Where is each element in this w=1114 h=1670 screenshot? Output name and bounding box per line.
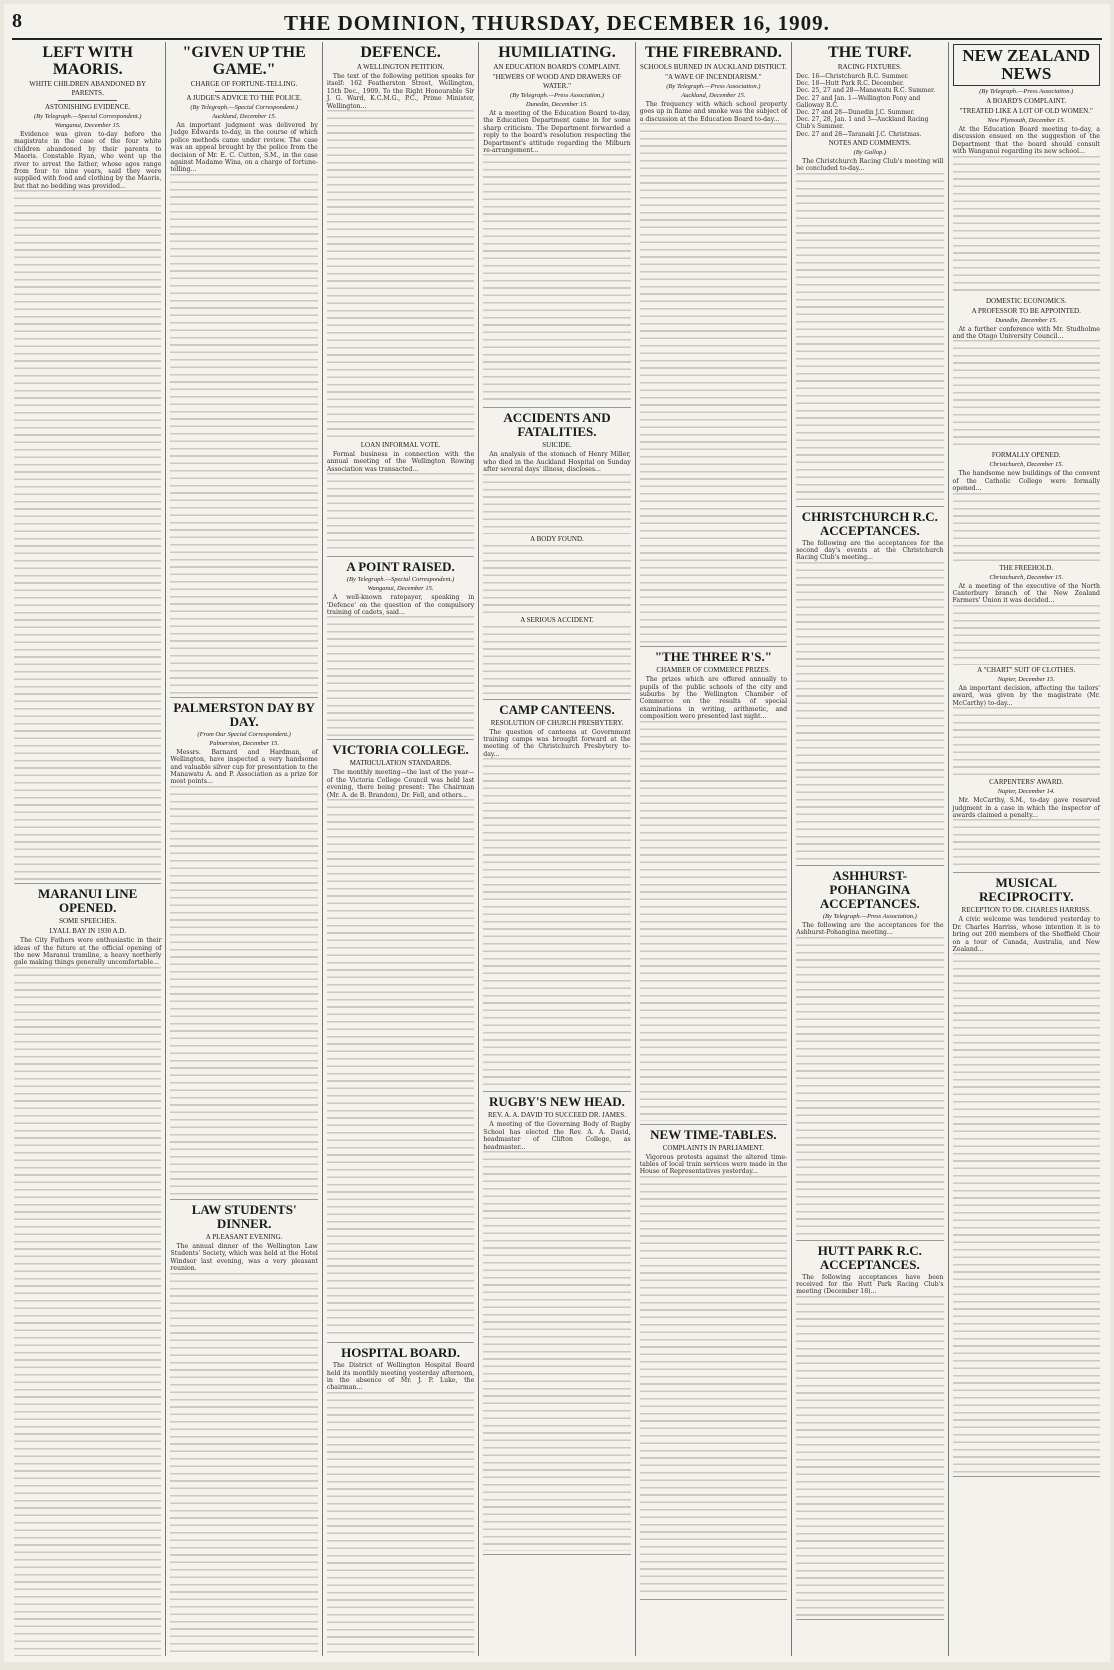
fixture-line: Dec. 27 and Jan. 1—Wellington Pony and Galloway R.C. [796,94,921,109]
article-humiliating [483,44,630,408]
headline: NEW TIME-TABLES. [650,1126,777,1142]
dateline: (From Our Special Correspondent.) [197,730,291,738]
place-date: New Plymouth, December 15. [987,117,1066,124]
headline: CHRISTCHURCH R.C. ACCEPTANCES. [801,508,938,538]
article-body: Mr. McCarthy, S.M., to-day gave reserved judgment in a case in which the inspector of awards claimed a penalty... [952,797,1100,819]
headline: PALMERSTON DAY BY DAY. [173,699,315,729]
article-musical-reciprocity [953,876,1100,1477]
text-block [953,156,1100,296]
headline: NEW ZEALAND NEWS [953,44,1100,86]
column-2 [166,42,322,1656]
place-date: Christchurch, December 15. [989,461,1064,469]
deck: A BOARD'S COMPLAINT. [986,97,1067,105]
article-christchurch-acceptances [796,510,943,866]
article-body: A meeting of the Governing Body of Rugby School has elected the Rev. A. A. David, headmaster of Clifton College, as headmaster... [483,1121,631,1151]
headline: A POINT RAISED. [346,559,455,575]
article-body: The City Fathers were enthusiastic in their ideas of the future at the official opening of the new Maranui tramline, a heavy northerly gale making things generally uncomfortable... [14,937,162,967]
text-block [327,616,474,736]
text-block [483,545,630,615]
text-block [483,154,630,404]
article-accidents-fatalities [483,411,630,699]
article-body: At a meeting of the executive of the North Canterbury branch of the New Zealand Farmers' Union it was decided... [952,582,1100,605]
text-block [170,1273,317,1657]
deck: COMPLAINTS IN PARLIAMENT. [662,1143,765,1152]
text-block [953,819,1100,869]
article-hutt-park-acceptances [796,1244,943,1620]
deck: A WELLINGTON PETITION. [356,63,445,71]
headline: "THE THREE R'S." [654,649,772,665]
deck: "HEWERS OF WOOD AND DRAWERS OF WATER." [492,73,622,90]
article-body: An analysis of the stomach of Henry Miller, who died in the Auckland Hospital on Sunday after several days' illness, discloses... [483,451,631,474]
fixture-line: Dec. 27 and 28—Taranaki J.C. Christmas. [796,130,922,138]
deck: A BODY FOUND. [530,534,584,543]
headline: THE FIREBRAND. [644,44,782,61]
headline: CAMP CANTEENS. [499,701,615,717]
article-the-firebrand [640,44,787,647]
dateline: (By Telegraph.—Press Association.) [666,83,761,90]
headline: ACCIDENTS AND FATALITIES. [503,410,611,440]
article-body: The annual dinner of the Wellington Law Students' Society, which was held at the Hotel Windsor last evening, was a very pleasant reunion. [170,1242,318,1273]
article-body: The following are the acceptances for the second day's events at the Christchurch Racing Club's meeting... [796,539,944,562]
deck: WHITE CHILDREN ABANDONED BY PARENTS. [29,80,147,97]
text-block [483,626,630,696]
text-block [327,110,474,440]
deck: FORMALLY OPENED. [991,451,1061,460]
deck: CARPENTERS' AWARD. [989,778,1064,787]
page-number: 8 [12,10,22,32]
article-body: The prizes which are offered annually to pupils of the public schools of the city and suburbs by the Wellington Chamber of Commerce on the results of special examinations in writing, arithmetic, and composition were presented last night... [639,676,788,721]
article-three-rs [640,650,787,1124]
headline: MUSICAL RECIPROCITY. [978,875,1074,905]
article-defence [327,44,474,557]
article-body: A civic welcome was tendered yesterday to Dr. Charles Harriss, whose intention it is to bring out 200 members of the Sheffield Choir on a tour of Canada, Australia, and New Zealand... [952,916,1100,953]
deck: A JUDGE'S ADVICE TO THE POLICE. [186,94,302,102]
headline: HUTT PARK R.C. ACCEPTANCES. [817,1242,922,1272]
deck: ASTONISHING EVIDENCE. [45,103,131,111]
dateline: (By Telegraph.—Press Association.) [979,88,1074,95]
headline: MARANUI LINE OPENED. [38,886,138,916]
article-body: Messrs. Barnard and Hardman, of Wellington, have inspected a very handsome and valuable silver cup for presentation to the Manawatu A. and P. Association as a prize for most points... [170,748,318,786]
deck: SUICIDE. [542,441,572,450]
fixture-line: Dec. 16—Christchurch R.C. Summer. [796,73,909,80]
column-6 [792,42,948,1656]
article-ashhurst-acceptances [796,869,943,1241]
article-body: The District of Wellington Hospital Board held its monthly meeting yesterday afternoon, in the absence of Mr. J. P. Luke, the chairman... [326,1362,475,1392]
text-block [796,1296,943,1616]
place-date: Dunedin, December 15. [525,101,589,108]
article-new-zealand-news [953,44,1100,873]
article-new-time-tables [640,1128,787,1600]
text-block [796,562,943,862]
text-block [953,707,1100,777]
deck: LOAN INFORMAL VOTE. [360,441,441,450]
article-body: An important decision, affecting the tailors' award, was given by the magistrate (Mr. McCarthy) to-day... [952,684,1100,707]
deck: A PLEASANT EVENING. [205,1232,283,1241]
deck: SOME SPEECHES. [59,917,117,926]
article-the-turf [796,44,943,507]
deck: "TREATED LIKE A LOT OF OLD WOMEN." [959,107,1093,115]
text-block [14,967,161,1656]
article-body: The following acceptances have been received for the Hutt Park Racing Club's meeting (December 18)... [796,1273,944,1296]
place-date: Dunedin, December 15. [995,316,1058,324]
newspaper-title: THE DOMINION, THURSDAY, DECEMBER 16, 1909. [284,11,830,35]
article-body: Evidence was given to-day before the magistrate in the case of the four white children abandoned by their parents to Maoris. Constable Ryan, who went up the river to arrest the father, whose ages range from four to nine years, said they were supplied with food and clothing by the Maoris, but that no bedding was provided... [14,131,162,190]
place-date: Auckland, December 15. [212,113,277,120]
deck: SCHOOLS BURNED IN AUCKLAND DISTRICT. [640,63,787,71]
text-block [170,174,317,694]
article-body: At a meeting of the Education Board to-day, the Education Department came in for some sharp criticism. The Department forwarded a reply to the board's resolution respecting the Department's attitude regarding the Milburn re-arrangement... [483,110,631,155]
deck: MATRICULATION STANDARDS. [349,759,452,768]
article-camp-canteens [483,703,630,1093]
dateline: (By Telegraph.—Special Correspondent.) [190,104,298,111]
fixture-line: Dec. 25, 27 and 28—Manawatu R.C. Summer. [796,87,936,95]
text-block [953,493,1100,563]
article-given-up-the-game [170,44,317,698]
article-body: An important judgment was delivered by Judge Edwards to-day, in the course of which police methods came under review. The case was an appeal brought by the police from the decision of Mr. E. C. Cutten, S.M., in the case against Madame Wina, on a charge of fortune-telling... [170,122,318,174]
column-7 [949,42,1104,1656]
dateline: (By Telegraph.—Press Association.) [822,912,917,920]
text-block [953,340,1100,450]
dateline: (By Telegraph.—Press Association.) [509,92,604,99]
place-date: Palmerston, December 15. [209,739,279,747]
text-block [796,937,943,1237]
headline: HUMILIATING. [498,44,616,61]
deck: LYALL BAY IN 1930 A.D. [49,927,127,936]
dateline: (By Telegraph.—Special Correspondent.) [346,576,455,584]
article-a-point-raised [327,560,474,740]
headline: THE TURF. [828,44,912,61]
article-body: At a further conference with Mr. Studholme and the Otago University Council... [952,325,1100,341]
article-body: The question of canteens at Government training camps was brought forward at the meeting of the Christchurch Presbytery to-day... [483,728,631,758]
place-date: Auckland, December 15. [681,92,746,99]
article-body: Formal business in connection with the annual meeting of the Wellington Rowing Association was transacted... [326,451,475,473]
article-rugbys-new-head [483,1095,630,1555]
text-block [327,799,474,1339]
deck: A PROFESSOR TO BE APPOINTED. [971,306,1081,315]
article-body: The frequency with which school property goes up in flame and smoke was the subject of a discussion at the Education Board to-day... [639,101,788,123]
fixture-line: Dec. 18—Hutt Park R.C. December. [796,80,904,88]
article-maranui-line [14,887,161,1656]
place-date: Wanganui, December 15. [54,122,121,129]
newspaper-page [4,4,1110,1662]
dateline: (By Telegraph.—Special Correspondent.) [33,113,142,120]
text-block [483,1151,630,1551]
text-block [14,190,161,880]
place-date: Napier, December 14. [997,788,1055,796]
article-body: Vigorous protests against the altered time-tables of local train services were made in the House of Representatives yesterday... [639,1153,788,1176]
deck: NOTES AND COMMENTS. [828,138,911,147]
place-date: Napier, December 15. [997,675,1055,683]
column-4 [479,42,635,1656]
text-block [640,1176,787,1596]
text-block [953,953,1100,1473]
text-block [483,474,630,534]
article-body: At the Education Board meeting to-day, a discussion ensued on the suggestion of the Department that the board should consult with Wanganui regarding its new school... [952,126,1100,156]
byline: (By Gallop.) [853,148,887,156]
deck: RECEPTION TO DR. CHARLES HARRISS. [961,906,1091,915]
fixture-line: Dec. 27 and 28—Dunedin J.C. Summer. [796,109,915,117]
article-palmerston [170,701,317,1200]
headline: LAW STUDENTS' DINNER. [191,1201,297,1231]
deck: AN EDUCATION BOARD'S COMPLAINT. [493,63,621,71]
text-block [640,123,787,643]
text-block [327,473,474,553]
text-block [170,786,317,1196]
deck: RESOLUTION OF CHURCH PRESBYTERY. [490,718,624,727]
deck: "A WAVE OF INCENDIARISM." [665,73,762,81]
article-body: A well-known ratepayer, speaking in 'Defence' on the question of the compulsory training of cadets, said... [326,594,475,617]
text-block [327,1392,474,1656]
article-victoria-college [327,743,474,1343]
place-date: Christchurch, December 15. [989,573,1064,581]
text-block [483,758,630,1088]
article-left-with-maoris [14,44,161,884]
headline: ASHHURST-POHANGINA ACCEPTANCES. [819,867,920,911]
headline: HOSPITAL BOARD. [341,1345,461,1361]
article-body: The text of the following petition speaks for itself: 162 Featherston Street, Wellington, 15th Dec., 1909. To the Right Honourable Sir J. G. Ward, K.C.M.G., P.C., Prime Minister, Wellington... [326,73,475,110]
place-date: Wanganui, December 15. [367,585,434,593]
headline: DEFENCE. [360,44,441,61]
column-1 [10,42,166,1656]
columns [10,42,1104,1656]
article-body: The following are the acceptances for the Ashhurst-Pohangina meeting... [796,921,944,937]
article-body: The monthly meeting—the last of the year—of the Victoria College Council was held last evening, there being present: The Chairman (Mr. A. de B. Brandon), Dr. Fell, and others... [326,769,475,799]
article-law-students-dinner [170,1203,317,1656]
headline: "GIVEN UP THE GAME." [182,44,306,78]
text-block [640,721,787,1121]
deck: REV. A. A. DAVID TO SUCCEED DR. JAMES. [488,1111,626,1120]
text-block [953,605,1100,665]
headline: VICTORIA COLLEGE. [332,742,469,758]
headline: LEFT WITH MAORIS. [42,44,133,78]
masthead [12,8,1102,40]
deck: RACING FIXTURES. [837,63,902,71]
text-block [796,173,943,503]
article-body: The Christchurch Racing Club's meeting will be concluded to-day... [796,157,944,173]
deck: CHARGE OF FORTUNE-TELLING. [190,80,298,88]
column-3 [323,42,479,1656]
column-5 [636,42,792,1656]
deck: A "CHART" SUIT OF CLOTHES. [977,665,1076,674]
deck: CHAMBER OF COMMERCE PRIZES. [656,666,771,675]
article-body: The handsome new buildings of the convent of the Catholic College were formally opened... [952,470,1100,493]
article-hospital-board [327,1346,474,1656]
deck: DOMESTIC ECONOMICS. [985,296,1067,305]
deck: THE FREEHOLD. [999,563,1054,572]
deck: A SERIOUS ACCIDENT. [520,615,594,624]
headline: RUGBY'S NEW HEAD. [489,1094,625,1110]
fixture-line: Dec. 27, 28, Jan. 1 and 3—Auckland Racing Club's Summer. [796,116,929,131]
